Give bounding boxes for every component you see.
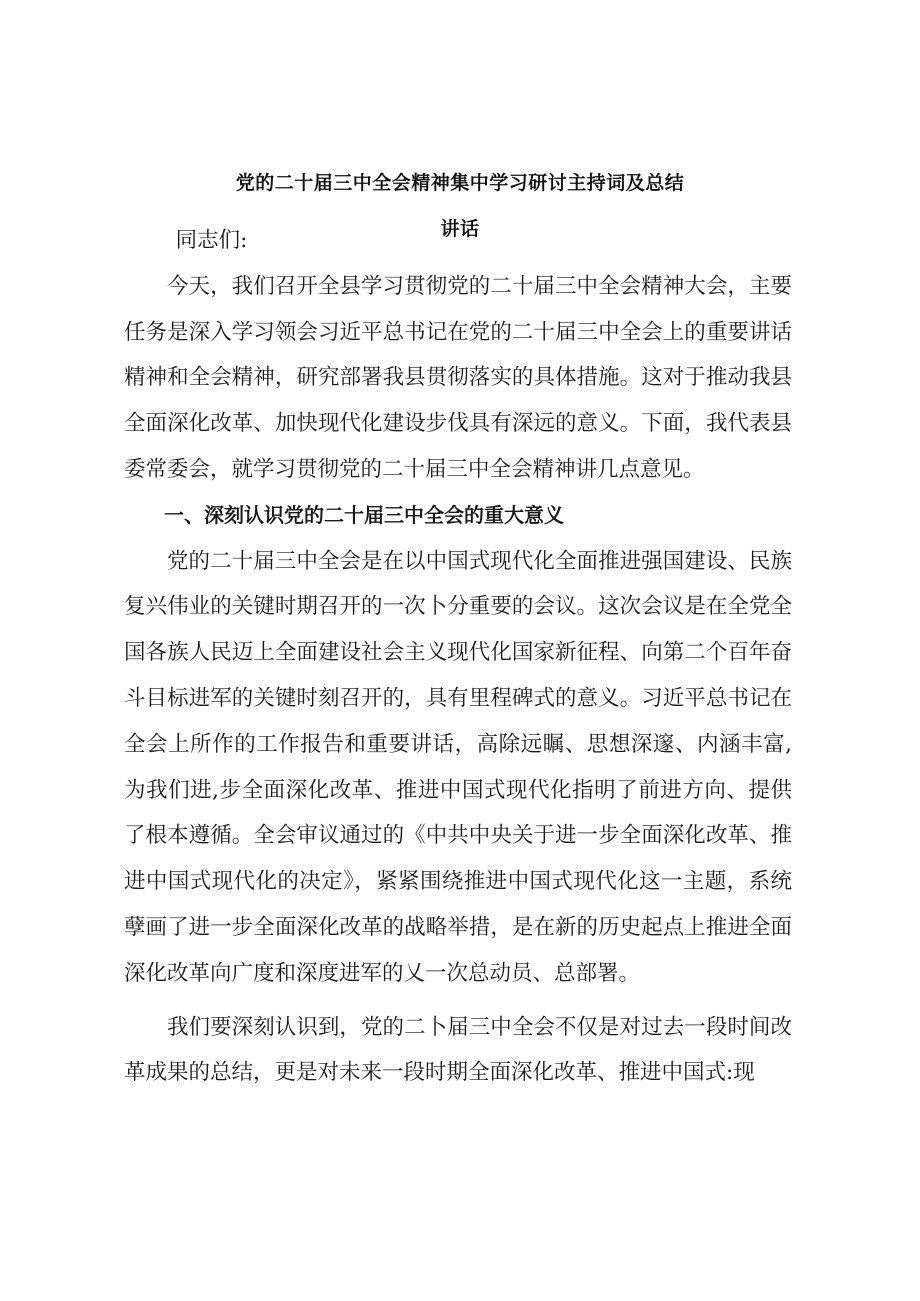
paragraph-recognition: 我们要深刻认识到，党的二卜届三中全会不仅是对过去一段时间改革成果的总结，更是对未来一段时期全面深化改革、推进中国式:现 [124, 1014, 792, 1086]
document-body [124, 218, 792, 1096]
paragraph-intro: 今天，我们召开全县学习贯彻党的二十届三中全会精神大会，主要任务是深入学习领会习近平总书记在党的二十届三中全会上的重要讲话精神和全会精神，研究部署我县贯彻落实的具体措施。这对于推动我县全面深化改革、加快现代化建设步伐具有深远的意义。下面，我代表县委常委会，就学习贯彻党的二十届三中全会精神讲几点意见。 [124, 273, 792, 482]
section-heading-1: 一、深刻认识党的二十届三中全会的重大意义 [164, 502, 564, 527]
document-title-line-2: 讲话 [440, 218, 480, 240]
document-title-line-1: 党的二十届三中全会精神集中学习研讨主持词及总结 [235, 172, 685, 194]
salutation: 同志们: [175, 228, 248, 253]
paragraph-significance: 党的二十届三中全会是在以中国式现代化全面推进强国建设、民族复兴伟业的关键时期召开的一次卜分重要的会议。这次会议是在全党全国各族人民迈上全面建设社会主义现代化国家新征程、向第二个百年奋斗目标进军的关键时刻召开的，具有里程碑式的意义。习近平总书记在全会上所作的工作报告和重要讲话，高除远瞩、思想深邃、内涵丰富,为我们进,步全面深化改革、推进中国式现代化指明了前进方向、提供了根本遵循。全会审议通过的《中共中央关于进一步全面深化改革、推进中国式现代化的决定》，紧紧围绕推进中国式现代化这一主题，系统孽画了进一步全面深化改革的战略举措，是在新的历史起点上推进全面深化改革向广度和深度进军的乂一次总动员、总部署。 [124, 548, 792, 986]
